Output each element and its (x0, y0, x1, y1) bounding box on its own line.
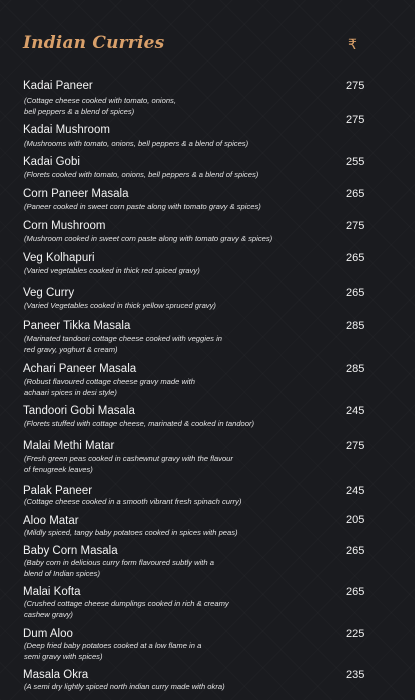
item-price: 285 (346, 363, 365, 375)
item-name: Masala Okra (23, 669, 89, 681)
item-name: Corn Mushroom (23, 220, 106, 232)
item-price: 235 (346, 669, 365, 681)
item-name: Paneer Tikka Masala (23, 320, 131, 332)
item-description: (Mildly spiced, tangy baby potatoes cooked in spices with peas) (24, 528, 238, 537)
item-name: Dum Aloo (23, 628, 73, 640)
item-name: Baby Corn Masala (23, 545, 118, 557)
item-description: (Deep fried baby potatoes cooked at a low flame in a semi gravy with spices) (24, 641, 202, 661)
item-description: (Florets stuffed with cottage cheese, marinated & cooked in tandoor) (24, 419, 255, 428)
item-name: Veg Kolhapuri (23, 252, 95, 264)
item-price: 275 (346, 440, 365, 452)
item-description: (Baby corn in delicious curry form flavoured subtly with a blend of Indian spices) (24, 558, 214, 578)
item-price: 265 (346, 586, 365, 598)
item-name: Palak Paneer (23, 485, 93, 497)
item-price: 245 (346, 405, 365, 417)
item-name: Corn Paneer Masala (23, 188, 129, 200)
item-price: 205 (346, 514, 365, 526)
item-name: Kadai Paneer (23, 80, 93, 92)
item-price: 265 (346, 252, 365, 264)
item-name: Kadai Gobi (23, 156, 80, 168)
item-description: (Robust flavoured cottage cheese gravy made with achaari spices in desi style) (24, 377, 195, 397)
rupee-icon: ₹ (348, 37, 357, 53)
item-name: Veg Curry (23, 287, 75, 299)
item-name: Achari Paneer Masala (23, 363, 137, 375)
item-description: (Paneer cooked in sweet corn paste along with tomato gravy & spices) (24, 202, 261, 211)
item-price: 245 (346, 485, 365, 497)
item-description: (Varied Vegetables cooked in thick yellow spruced gravy) (24, 301, 216, 310)
item-name: Tandoori Gobi Masala (23, 405, 135, 417)
item-description: (A semi dry lightly spiced north indian curry made with okra) (24, 682, 225, 691)
item-description: (Crushed cottage cheese dumplings cooked in rich & creamy cashew gravy) (24, 599, 229, 619)
item-price: 225 (346, 628, 365, 640)
item-price: 275 (346, 80, 365, 92)
item-price: 265 (346, 287, 365, 299)
item-description: (Cottage cheese cooked in a smooth vibrant fresh spinach curry) (24, 497, 242, 506)
item-description: (Florets cooked with tomato, onions, bell peppers & a blend of spices) (24, 170, 259, 179)
item-description: (Fresh green peas cooked in cashewnut gravy with the flavour of fenugreek leaves) (24, 454, 233, 474)
item-name: Aloo Matar (23, 515, 79, 527)
item-price: 265 (346, 545, 365, 557)
item-name: Malai Methi Matar (23, 440, 115, 452)
item-price: 255 (346, 156, 365, 168)
item-name: Malai Kofta (23, 586, 81, 598)
item-price: 285 (346, 320, 365, 332)
item-price: 265 (346, 188, 365, 200)
item-name: Kadai Mushroom (23, 124, 110, 136)
item-description: (Mushroom cooked in sweet corn paste along with tomato gravy & spices) (24, 234, 273, 243)
item-description: (Marinated tandoori cottage cheese cooked with veggies in red gravy, yoghurt & cream) (24, 334, 222, 354)
item-description: (Varied vegetables cooked in thick red spiced gravy) (24, 266, 200, 275)
menu-title: Indian Curries (23, 33, 165, 53)
item-price: 275 (346, 114, 365, 126)
item-description: (Mushrooms with tomato, onions, bell peppers & a blend of spices) (24, 139, 249, 148)
item-description: (Cottage cheese cooked with tomato, onions, bell peppers & a blend of spices) (24, 96, 176, 116)
item-price: 275 (346, 220, 365, 232)
